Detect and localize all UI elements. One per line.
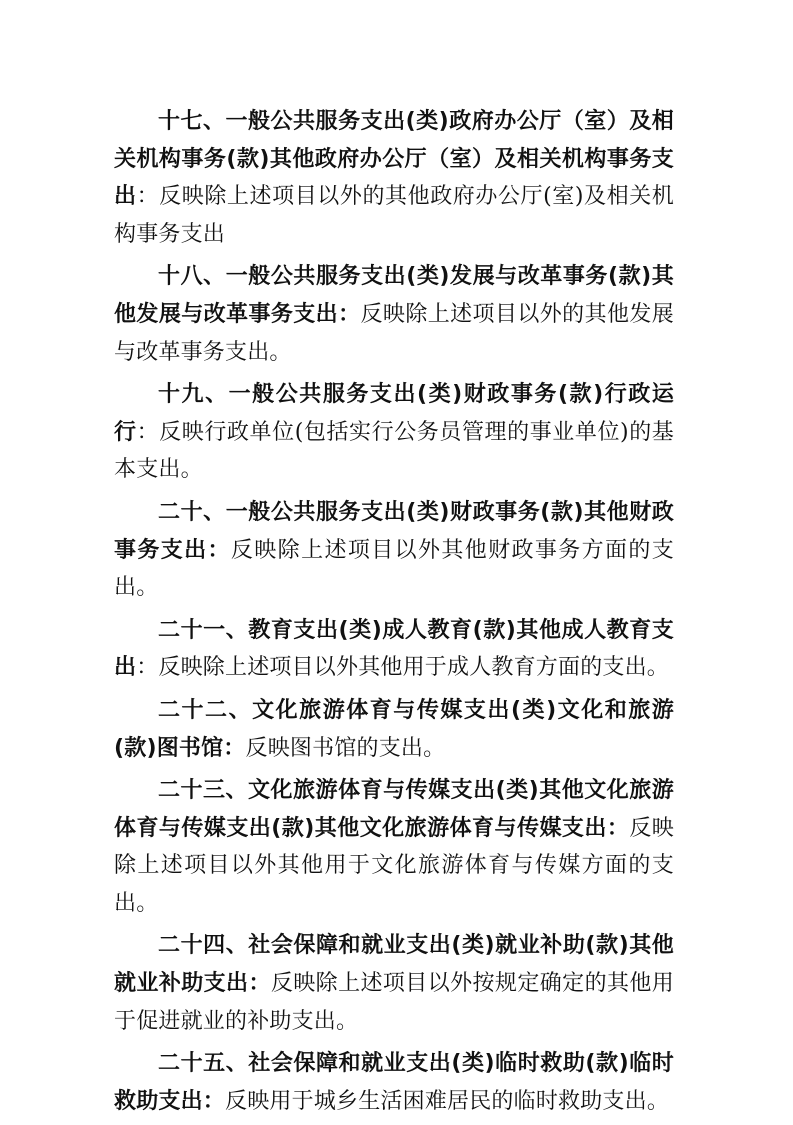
item-heading: 二十二、文化旅游体育与传媒支出(类)文化和旅游(款)图书馆：	[114, 697, 674, 761]
item-description: 反映除上述项目以外的其他发展与改革事务支出。	[114, 301, 675, 365]
item-heading: 二十一、教育支出(类)成人教育(款)其他成人教育支出	[114, 617, 674, 681]
item-description: 反映图书馆的支出。	[245, 735, 446, 761]
item-25	[114, 1045, 674, 1120]
item-20	[114, 494, 674, 607]
item-21	[114, 612, 674, 687]
item-23	[114, 772, 674, 922]
item-heading: 二十五、社会保障和就业支出(类)临时救助(款)临时救助支出：	[114, 1051, 674, 1114]
item-description: ：反映行政单位(包括实行公务员管理的事业单位)的基本支出。	[114, 419, 675, 483]
item-description: ：反映除上述项目以外的其他政府办公厅(室)及相关机构事务支出	[114, 184, 675, 247]
item-heading: 十九、一般公共服务支出(类)财政事务(款)行政运行	[114, 382, 674, 445]
item-22	[114, 692, 674, 767]
item-18	[114, 258, 674, 371]
item-description: 反映除上述项目以外按规定确定的其他用于促进就业的补助支出。	[114, 971, 674, 1034]
item-heading: 二十、一般公共服务支出(类)财政事务(款)其他财政事务支出：	[114, 499, 674, 563]
item-heading: 十八、一般公共服务支出(类)发展与改革事务(款)其他发展与改革事务支出：	[114, 264, 674, 327]
item-description: 反映用于城乡生活困难居民的临时救助支出。	[225, 1088, 670, 1114]
item-24	[114, 927, 674, 1040]
item-19	[114, 376, 674, 489]
item-heading: 二十四、社会保障和就业支出(类)就业补助(款)其他就业补助支出：	[114, 933, 674, 997]
item-heading: 十七、一般公共服务支出(类)政府办公厅（室）及相关机构事务(款)其他政府办公厅（室）及相关机构事务支出	[114, 109, 674, 210]
document-body	[114, 103, 674, 1125]
item-heading: 二十三、文化旅游体育与传媒支出(类)其他文化旅游体育与传媒支出(款)其他文化旅游体育与传媒支出：	[114, 778, 674, 841]
item-description: ：反映除上述项目以外其他用于成人教育方面的支出。	[136, 655, 670, 681]
item-description: 反映除上述项目以外其他财政事务方面的支出。	[114, 537, 674, 601]
item-17	[114, 103, 674, 253]
item-description: 反映除上述项目以外其他用于文化旅游体育与传媒方面的支出。	[114, 815, 674, 916]
